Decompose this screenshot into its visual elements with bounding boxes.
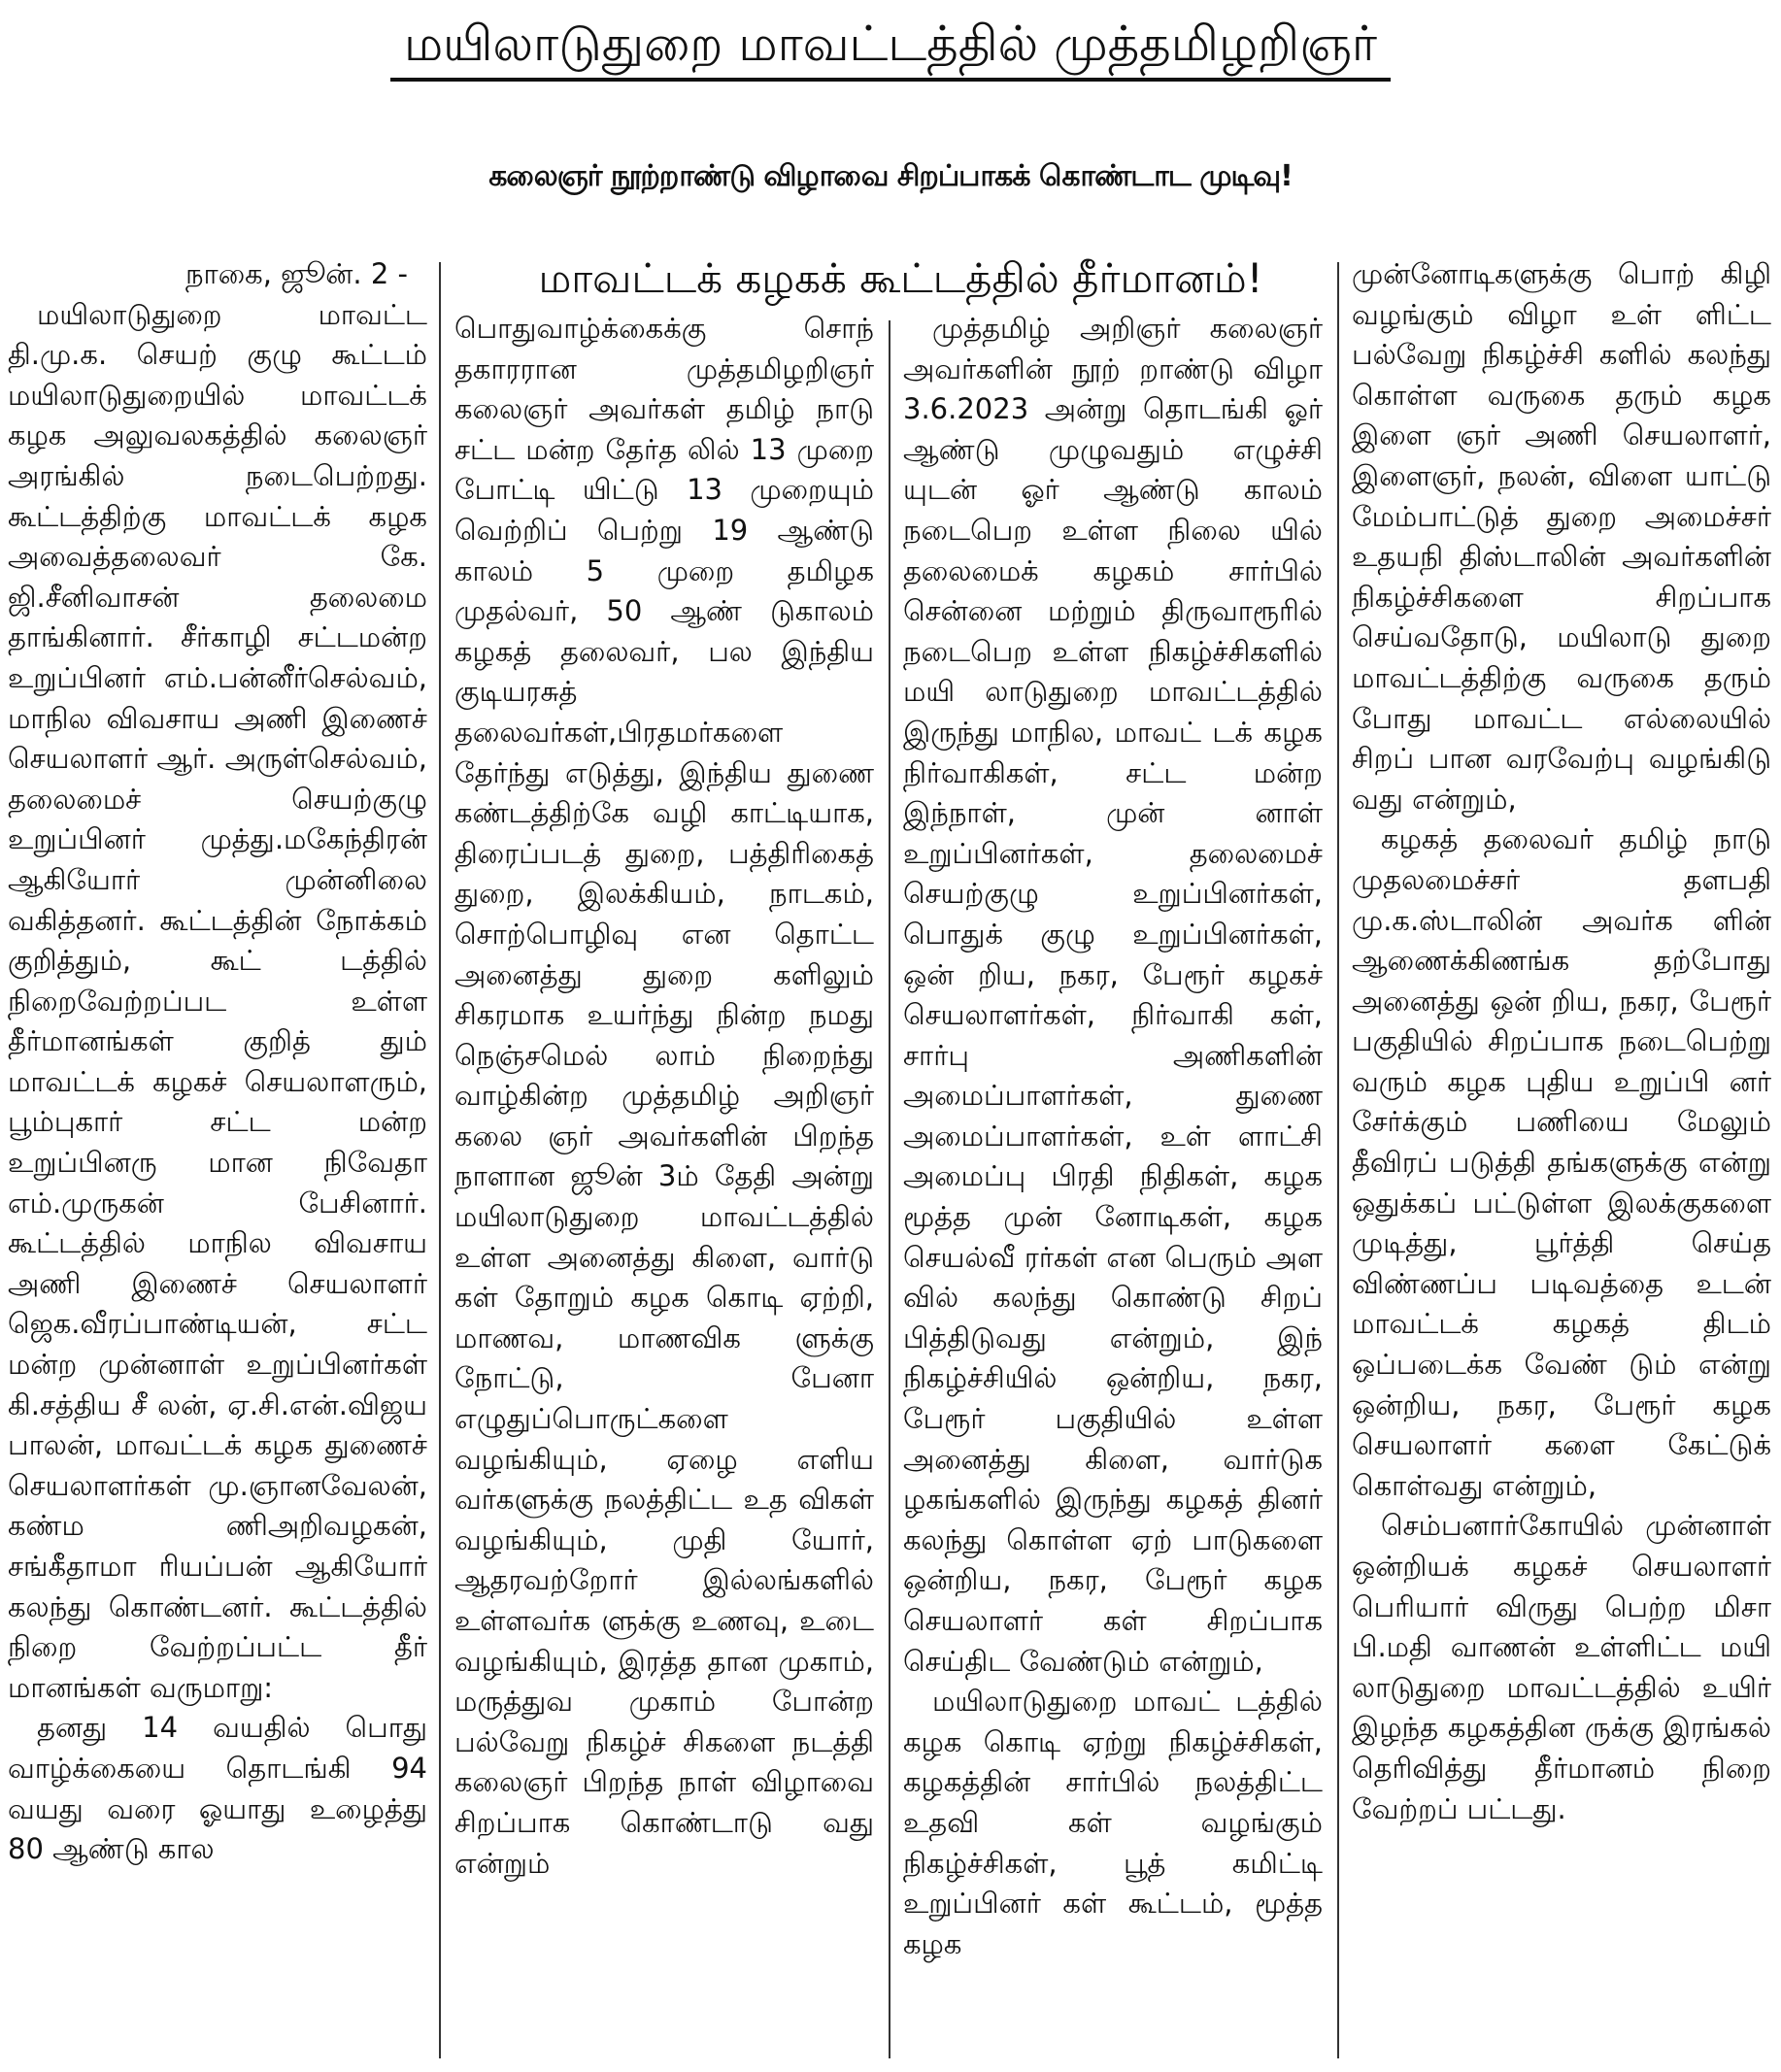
column-divider — [889, 320, 890, 2058]
headline: கலைஞர் நூற்றாண்டு விழாவை சிறப்பாகக் கொண்டாட முடிவு! — [488, 159, 1293, 193]
paragraph: பொதுவாழ்க்கைக்கு சொந் தகாரரான முத்தமிழறிஞர் கலைஞர் அவர்கள் தமிழ் நாடு சட்ட மன்ற தேர்த லில் 13 முறை போட்டி யிட்டு 13 முறையும் வெற்றிப் பெற்று 19 ஆண்டு காலம் 5 முறை தமிழக முதல்வர், 50 ஆண் டுகாலம் கழகத் தலைவர், பல இந்திய குடியரசுத் தலைவர்கள்,பிரதமர்களை தேர்ந்து எடுத்து, இந்திய துணை கண்டத்திற்கே வழி காட்டியாக, திரைப்படத் துறை, பத்திரிகைத் துறை, இலக்கியம், நாடகம், சொற்பொழிவு என தொட்ட அனைத்து துறை களிலும் சிகரமாக உயர்ந்து நின்ற நமது நெஞ்சமெல் லாம் நிறைந்து வாழ்கின்ற முத்தமிழ் அறிஞர் கலை ஞர் அவர்களின் பிறந்த நாளான ஜூன் 3ம் தேதி அன்று மயிலாடுதுறை மாவட்டத்தில் உள்ள அனைத்து கிளை, வார்டு கள் தோறும் கழக கொடி ஏற்றி, மாணவ, மாணவிக ளுக்கு நோட்டு, பேனா எழுதுப்பொருட்களை வழங்கியும், ஏழை எளிய வர்களுக்கு நலத்திட்ட உத விகள் வழங்கியும், முதி யோர், ஆதரவற்றோர் இல்லங்களில் உள்ளவர்க ளுக்கு உணவு, உடை வழங்கியும், இரத்த தான முகாம், மருத்துவ முகாம் போன்ற பல்வேறு நிகழ்ச் சிகளை நடத்தி கலைஞர் பிறந்த நாள் விழாவை சிறப்பாக கொண்டாடு வது என்றும் — [454, 312, 874, 1880]
kicker-text: மயிலாடுதுறை மாவட்டத்தில் முத்தமிழறிஞர் — [390, 12, 1391, 82]
paragraph: செம்பனார்கோயில் முன்னாள் ஒன்றியக் கழகச் செயலாளர் பெரியார் விருது பெற்ற மிசா பி.மதி வாணன் உள்ளிட்ட மயி லாடுதுறை மாவட்டத்தில் உயிர் இழந்த கழகத்தின ருக்கு இரங்கல் தெரிவித்து தீர்மானம் நிறை வேற்றப் பட்டது. — [1352, 1509, 1771, 1825]
paragraph: முன்னோடிகளுக்கு பொற் கிழி வழங்கும் விழா உள் ளிட்ட பல்வேறு நிகழ்ச்சி களில் கலந்து கொள்ள வருகை தரும் கழக இளை ஞர் அணி செயலாளர், இளைஞர், நலன், விளை யாட்டு மேம்பாட்டுத் துறை அமைச்சர் உதயநி திஸ்டாலின் அவர்களின் நிகழ்ச்சிகளை சிறப்பாக செய்வதோடு, மயிலாடு துறை மாவட்டத்திற்கு வருகை தரும் போது மாவட்ட எல்லையில் சிறப் பான வரவேற்பு வழங்கிடு வது என்றும், — [1352, 257, 1771, 816]
paragraph: மயிலாடுதுறை மாவட் டத்தில் கழக கொடி ஏற்று நிகழ்ச்சிகள், கழகத்தின் சார்பில் நலத்திட்ட உதவி கள் வழங்கும் நிகழ்ச்சிகள், பூத் கமிட்டி உறுப்பினர் கள் கூட்டம், மூத்த கழக — [903, 1685, 1323, 1960]
column-divider — [439, 262, 441, 2058]
article-column-3 — [903, 309, 1323, 2066]
paragraph: முத்தமிழ் அறிஞர் கலைஞர் அவர்களின் நூற் றாண்டு விழா 3.6.2023 அன்று தொடங்கி ஓர் ஆண்டு முழுவதும் எழுச்சி யுடன் ஓர் ஆண்டு காலம் நடைபெற உள்ள நிலை யில் தலைமைக் கழகம் சார்பில் சென்னை மற்றும் திருவாரூரில் நடைபெற உள்ள நிகழ்ச்சிகளில் மயி லாடுதுறை மாவட்டத்தில் இருந்து மாநில, மாவட் டக் கழக நிர்வாகிகள், சட்ட மன்ற இந்நாள், முன் னாள் உறுப்பினர்கள், தலைமைச் செயற்குழு உறுப்பினர்கள், பொதுக் குழு உறுப்பினர்கள், ஒன் றிய, நகர, பேரூர் கழகச் செயலாளர்கள், நிர்வாகி கள், சார்பு அணிகளின் அமைப்பாளர்கள், துணை அமைப்பாளர்கள், உள் ளாட்சி அமைப்பு பிரதி நிதிகள், கழக மூத்த முன் னோடிகள், கழக செயல்வீ ரர்கள் என பெரும் அள வில் கலந்து கொண்டு சிறப் பித்திடுவது என்றும், இந் நிகழ்ச்சியில் ஒன்றிய, நகர, பேரூர் பகுதியில் உள்ள அனைத்து கிளை, வார்டுக ழகங்களில் இருந்து கழகத் தினர் கலந்து கொள்ள ஏற் பாடுகளை ஒன்றிய, நகர, பேரூர் கழக செயலாளர் கள் சிறப்பாக செய்திட வேண்டும் என்றும், — [903, 312, 1323, 1678]
kicker-heading — [0, 12, 1781, 82]
article-column-4 — [1352, 254, 1771, 2066]
dateline: நாகை, ஜூன். 2 - — [185, 257, 408, 290]
paragraph: கழகத் தலைவர் தமிழ் நாடு முதலமைச்சர் தளபதி மு.க.ஸ்டாலின் அவர்க ளின் ஆணைக்கிணங்க தற்போது அனைத்து ஒன் றிய, நகர, பேரூர் பகுதியில் சிறப்பாக நடைபெற்று வரும் கழக புதிய உறுப்பி னர் சேர்க்கும் பணியை மேலும் தீவிரப் படுத்தி தங்களுக்கு என்று ஒதுக்கப் பட்டுள்ள இலக்குகளை முடித்து, பூர்த்தி செய்த விண்ணப்ப படிவத்தை உடன் மாவட்டக் கழகத் திடம் ஒப்படைக்க வேண் டும் என்று ஒன்றிய, நகர, பேரூர் கழக செயலாளர் களை கேட்டுக் கொள்வது என்றும், — [1352, 822, 1771, 1502]
column-divider — [1337, 262, 1339, 2058]
article-column-1 — [8, 254, 427, 2066]
subheadline: மாவட்டக் கழகக் கூட்டத்தில் தீர்மானம்! — [538, 254, 1263, 302]
paragraph: தனது 14 வயதில் பொது வாழ்க்கையை தொடங்கி 94 வயது வரை ஓயாது உழைத்து 80 ஆண்டு கால — [8, 1711, 427, 1866]
paragraph: மயிலாடுதுறை மாவட்ட தி.மு.க. செயற் குழு கூட்டம் மயிலாடுதுறையில் மாவட்டக் கழக அலுவலகத்தில் கலைஞர் அரங்கில் நடைபெற்றது. கூட்டத்திற்கு மாவட்டக் கழக அவைத்தலைவர் கே. ஜி.சீனிவாசன் தலைமை தாங்கினார். சீர்காழி சட்டமன்ற உறுப்பினர் எம்.பன்னீர்செல்வம், மாநில விவசாய அணி இணைச் செயலாளர் ஆர். அருள்செல்வம், தலைமைச் செயற்குழு உறுப்பினர் முத்து.மகேந்திரன் ஆகியோர் முன்னிலை வகித்தனர். கூட்டத்தின் நோக்கம் குறித்தும், கூட் டத்தில் நிறைவேற்றப்பட உள்ள தீர்மானங்கள் குறித் தும் மாவட்டக் கழகச் செயலாளரும், பூம்புகார் சட்ட மன்ற உறுப்பினரு மான நிவேதா எம்.முருகன் பேசினார். கூட்டத்தில் மாநில விவசாய அணி இணைச் செயலாளர் ஜெக.வீரப்பாண்டியன், சட்ட மன்ற முன்னாள் உறுப்பினர்கள் கி.சத்திய சீ லன், ஏ.சி.என்.விஜய பாலன், மாவட்டக் கழக துணைச் செயலாளர்கள் மு.ஞானவேலன், கண்ம ணிஅறிவழகன், சங்கீதாமா ரியப்பன் ஆகியோர் கலந்து கொண்டனர். கூட்டத்தில் நிறை வேற்றப்பட்ட தீர் மானங்கள் வருமாறு: — [8, 297, 427, 1704]
article-column-2 — [454, 309, 874, 2066]
